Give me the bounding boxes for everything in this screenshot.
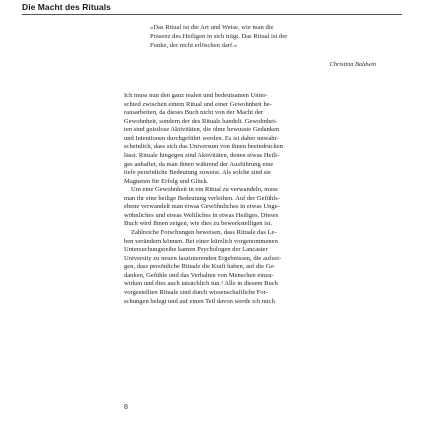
- body-line: ebene verwandelt man etwas Gewöhnliches in etwas Unge-: [124, 203, 280, 211]
- body-line: gen, dass persönliche Rituale die Kraft haben, auf die Ge-: [124, 263, 276, 271]
- body-line: tiefe persönliche Bedeutung zuweist. Als solche sind sie: [124, 169, 271, 177]
- body-line: University zu neuen faszinierenden Ergebnissen, die aufzei-: [124, 254, 282, 262]
- epigraph-line: Funke, der nicht erlöschen darf.«: [150, 41, 238, 49]
- body-line: wöhnliches und etwas Weltliches in etwas Heiliges. Dieses: [124, 211, 279, 219]
- epigraph-line: Präsenz des Heiligen in sich trägt. Das Ritual ist der: [150, 32, 288, 40]
- body-line: Gewohnheit, sondern der des Rituals handelt. Gewohnhei-: [124, 117, 278, 125]
- body-line: wirken und dies auch tatsächlich tun.¹ Alle in diesem Buch: [124, 280, 278, 288]
- body-line: scheinlich, dass sich das Universum von ihnen beeindrucken: [124, 143, 283, 151]
- chapter-title: Die Macht des Rituals: [22, 2, 111, 12]
- body-line: schungen belegt und auf einen Teil davon werde ich mich: [124, 297, 275, 305]
- body-line: lässt. Rituale hingegen sind Aktivitäten, denen etwas Heili-: [124, 151, 280, 159]
- body-line: ben verändern können. Bei einer kürzlich vorgenommenen: [124, 237, 278, 245]
- body-line: man ihr eine heilige Bedeutung verleihen. Auf der Gefühls-: [124, 194, 280, 202]
- body-line: Zahlreiche Forschungen beweisen, dass Rituale das Le-: [131, 229, 277, 236]
- body-line: Buch wird Ihnen zeigen, wie dies zu bewerkstelligen ist.: [124, 220, 272, 228]
- body-text: [124, 92, 380, 306]
- body-line: Ich muss nun den ganz realen und bedeutsamen Unter-: [124, 92, 268, 99]
- epigraph-quote: [150, 24, 376, 50]
- body-line: Magneten für Erfolg und Glück.: [124, 177, 209, 185]
- body-line: schied zwischen einem Ritual und einer Gewohnheit he-: [124, 100, 272, 108]
- body-line: Um eine Gewohnheit in ein Ritual zu verwandeln, muss: [131, 186, 278, 194]
- epigraph-attribution: Christina Baldwin: [329, 61, 376, 68]
- body-line: vorgestellten Rituale sind durch wissenschaftliche For-: [124, 288, 268, 296]
- body-line: ges anhaftet, da man ihnen während der Ausführung eine: [124, 160, 274, 168]
- body-line: rausarbeiten, da dieses Buch nicht von der Macht der: [124, 109, 264, 117]
- body-line: und Intentionen durchgeführt werden. Es ist daher unwahr-: [124, 134, 279, 142]
- page-number: 8: [124, 404, 128, 411]
- epigraph-line: »Das Ritual ist die Art und Weise, wie man die: [150, 24, 274, 31]
- body-line: danken, Gefühle und das Verhalten von Menschen einzu-: [124, 271, 274, 279]
- body-line: Untersuchungsreihe kamen Psychologen der Lancaster: [124, 246, 268, 254]
- header-rule: [22, 14, 402, 15]
- body-line: ten sind geistlose Aktivitäten, die ohne bewusste Gedanken: [124, 126, 280, 134]
